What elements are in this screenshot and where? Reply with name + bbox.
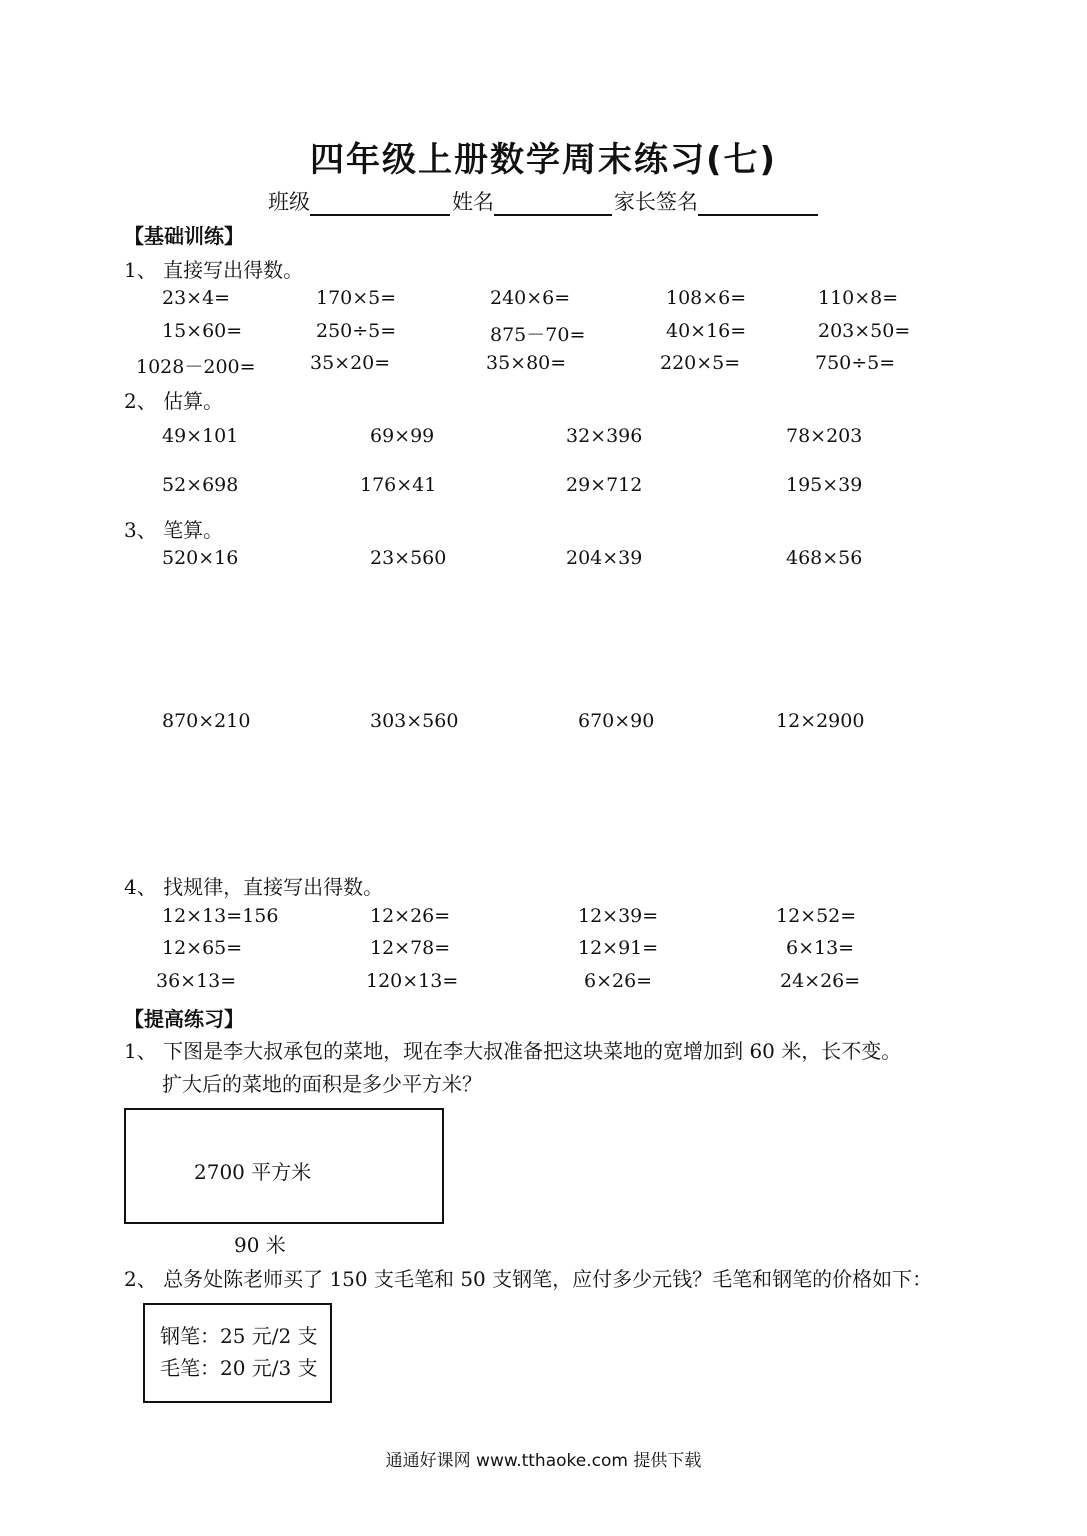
q4-item: 120×13= bbox=[366, 970, 459, 992]
q2-item: 52×698 bbox=[162, 474, 239, 496]
q1-item: 23×4= bbox=[162, 287, 231, 309]
q3-item: 12×2900 bbox=[776, 710, 865, 732]
q4-item: 12×52= bbox=[776, 905, 857, 927]
q4-item: 12×78= bbox=[370, 937, 451, 959]
q1-item: 110×8= bbox=[818, 287, 899, 309]
q1-item: 15×60= bbox=[162, 320, 243, 342]
q1-item: 750÷5= bbox=[815, 352, 896, 374]
q2-item: 195×39 bbox=[786, 474, 863, 496]
q3-item: 520×16 bbox=[162, 547, 239, 569]
field-area-label: 2700 平方米 bbox=[194, 1160, 312, 1184]
q4-item: 36×13= bbox=[156, 970, 237, 992]
page-title: 四年级上册数学周末练习(七) bbox=[309, 140, 778, 180]
class-label: 班级 bbox=[268, 190, 310, 214]
q1-label: 1、 直接写出得数。 bbox=[124, 258, 304, 282]
q3-item: 204×39 bbox=[566, 547, 643, 569]
q1-item: 875－70= bbox=[490, 324, 586, 346]
q1-item: 35×80= bbox=[486, 352, 567, 374]
q1-item: 250÷5= bbox=[316, 320, 397, 342]
q1-item: 240×6= bbox=[490, 287, 571, 309]
footer-credit: 通通好课网 www.tthaoke.com 提供下载 bbox=[385, 1451, 702, 1471]
parent-signature-label: 家长签名 bbox=[614, 190, 698, 214]
q2-item: 49×101 bbox=[162, 425, 239, 447]
q2-item: 176×41 bbox=[360, 474, 437, 496]
q1-item: 220×5= bbox=[660, 352, 741, 374]
q2-item: 69×99 bbox=[370, 425, 435, 447]
q4-item: 24×26= bbox=[780, 970, 861, 992]
q1-item: 1028－200= bbox=[136, 356, 256, 378]
q4-item: 6×13= bbox=[786, 937, 855, 959]
q4-label: 4、 找规律，直接写出得数。 bbox=[124, 875, 384, 899]
problem1-line2: 扩大后的菜地的面积是多少平方米？ bbox=[162, 1072, 482, 1096]
q4-item: 12×39= bbox=[578, 905, 659, 927]
q2-item: 32×396 bbox=[566, 425, 643, 447]
q4-item: 12×65= bbox=[162, 937, 243, 959]
basic-section-heading: 【基础训练】 bbox=[124, 224, 244, 248]
advanced-section-heading: 【提高练习】 bbox=[124, 1007, 244, 1031]
price-pen: 钢笔：25 元/2 支 bbox=[160, 1324, 318, 1348]
name-label: 姓名 bbox=[452, 190, 494, 214]
q3-item: 670×90 bbox=[578, 710, 655, 732]
q3-item: 303×560 bbox=[370, 710, 459, 732]
q3-item: 23×560 bbox=[370, 547, 447, 569]
q3-item: 870×210 bbox=[162, 710, 251, 732]
q3-item: 468×56 bbox=[786, 547, 863, 569]
q1-item: 35×20= bbox=[310, 352, 391, 374]
field-length-label: 90 米 bbox=[234, 1233, 286, 1257]
problem2-line1: 2、 总务处陈老师买了 150 支毛笔和 50 支钢笔，应付多少元钱？毛笔和钢笔的价格如下： bbox=[124, 1267, 933, 1291]
q4-item: 12×13=156 bbox=[162, 905, 279, 927]
problem1-line1: 1、 下图是李大叔承包的菜地，现在李大叔准备把这块菜地的宽增加到 60 米，长不变。 bbox=[124, 1039, 902, 1063]
q1-item: 40×16= bbox=[666, 320, 747, 342]
q1-item: 108×6= bbox=[666, 287, 747, 309]
q2-label: 2、 估算。 bbox=[124, 389, 224, 413]
q4-item: 12×91= bbox=[578, 937, 659, 959]
parent-signature-blank bbox=[698, 190, 818, 216]
class-blank bbox=[310, 190, 450, 216]
q2-item: 78×203 bbox=[786, 425, 863, 447]
q1-item: 203×50= bbox=[818, 320, 911, 342]
q4-item: 6×26= bbox=[584, 970, 653, 992]
name-blank bbox=[494, 190, 612, 216]
q1-item: 170×5= bbox=[316, 287, 397, 309]
q2-item: 29×712 bbox=[566, 474, 643, 496]
q4-item: 12×26= bbox=[370, 905, 451, 927]
q3-label: 3、 笔算。 bbox=[124, 518, 224, 542]
price-brush: 毛笔：20 元/3 支 bbox=[160, 1356, 318, 1380]
student-info-line bbox=[268, 186, 820, 216]
